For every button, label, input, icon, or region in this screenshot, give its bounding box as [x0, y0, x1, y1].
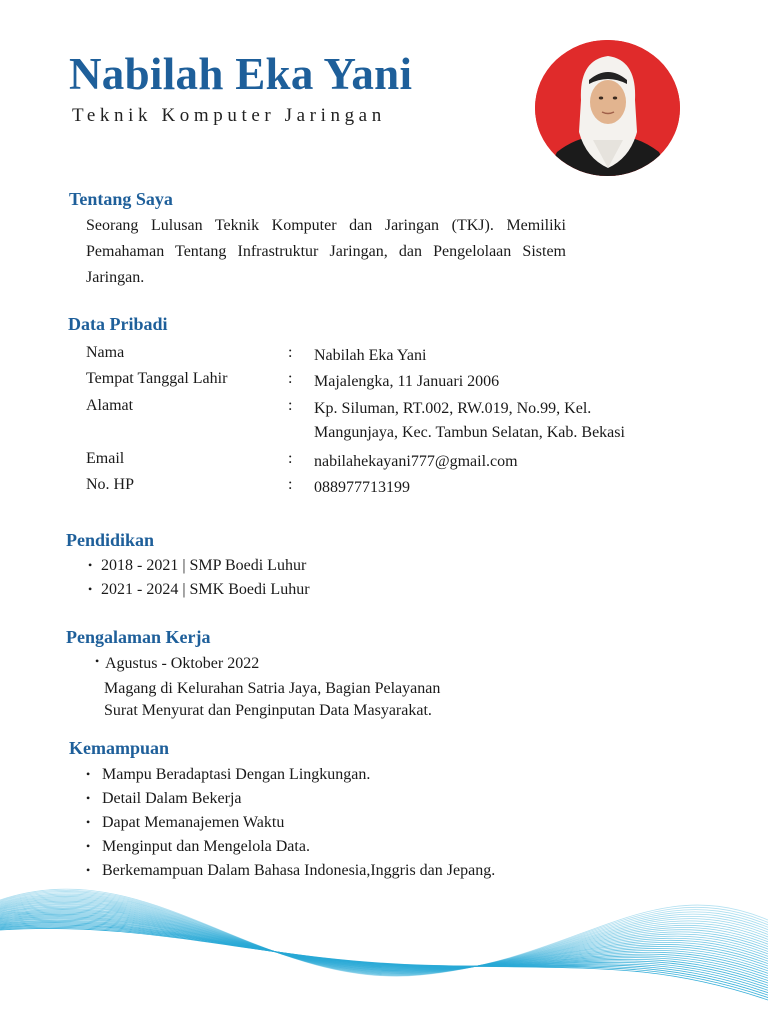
wave-line: [0, 911, 768, 970]
skill-item: Berkemampuan Dalam Bahasa Indonesia,Inggris dan Jepang.: [102, 862, 496, 879]
personal-label: No. HP: [86, 476, 135, 493]
wave-line: [0, 924, 768, 991]
personal-value: Kp. Siluman, RT.002, RW.019, No.99, Kel.: [314, 400, 592, 417]
education-item: 2018 - 2021 | SMP Boedi Luhur: [101, 557, 307, 574]
skill-item: Menginput dan Mengelola Data.: [102, 838, 310, 855]
bullet-icon: •: [86, 863, 91, 877]
experience-line: Surat Menyurat dan Penginputan Data Masyarakat.: [104, 702, 432, 719]
experience-section-title: Pengalaman Kerja: [66, 627, 211, 647]
bullet-icon: •: [86, 791, 91, 805]
separator: :: [288, 397, 293, 414]
personal-data-section-title: Data Pribadi: [68, 314, 168, 334]
bullet-icon: •: [86, 815, 91, 829]
experience-description: [104, 678, 440, 722]
about-text: Seorang Lulusan Teknik Komputer dan Jaringan (TKJ). Memiliki Pemahaman Tentang Infrastruktur Jaringan, dan Pengelolaan Sistem Jaringan.: [86, 217, 566, 286]
experience-line: Magang di Kelurahan Satria Jaya, Bagian Pelayanan: [104, 680, 441, 697]
experience-period: Agustus - Oktober 2022: [105, 655, 260, 672]
job-subtitle: Teknik Komputer Jaringan: [72, 105, 386, 126]
about-section-title: Tentang Saya: [69, 189, 173, 209]
bullet-icon: •: [88, 558, 93, 572]
personal-value: 088977713199: [314, 479, 410, 496]
wave-line: [0, 893, 768, 975]
education-item: 2021 - 2024 | SMK Boedi Luhur: [101, 581, 310, 598]
skill-item: Detail Dalam Bekerja: [102, 790, 242, 807]
bullet-icon: •: [95, 654, 100, 668]
wave-line: [0, 894, 768, 975]
personal-value: Majalengka, 11 Januari 2006: [314, 373, 500, 390]
bullet-icon: •: [86, 767, 91, 781]
personal-label: Email: [86, 450, 125, 467]
decorative-wave: [0, 860, 768, 1024]
personal-label: Alamat: [86, 397, 134, 414]
profile-photo: [535, 40, 680, 176]
education-section-title: Pendidikan: [66, 530, 155, 550]
skill-item: Dapat Memanajemen Waktu: [102, 814, 285, 831]
separator: :: [288, 344, 293, 361]
separator: :: [288, 476, 293, 493]
personal-label: Nama: [86, 344, 125, 361]
separator: :: [288, 370, 293, 387]
wave-line: [0, 927, 768, 997]
personal-label: Tempat Tanggal Lahir: [86, 370, 228, 387]
skill-item: Mampu Beradaptasi Dengan Lingkungan.: [102, 766, 371, 783]
wave-line: [0, 923, 768, 988]
wave-line: [0, 926, 768, 995]
personal-value: nabilahekayani777@gmail.com: [314, 453, 518, 470]
full-name-heading: Nabilah Eka Yani: [69, 49, 413, 99]
skills-section-title: Kemampuan: [69, 738, 170, 758]
bullet-icon: •: [86, 839, 91, 853]
bullet-icon: •: [88, 582, 93, 596]
separator: :: [288, 450, 293, 467]
personal-value: Nabilah Eka Yani: [314, 347, 427, 364]
personal-value-line-2: Mangunjaya, Kec. Tambun Selatan, Kab. Bekasi: [314, 424, 625, 441]
